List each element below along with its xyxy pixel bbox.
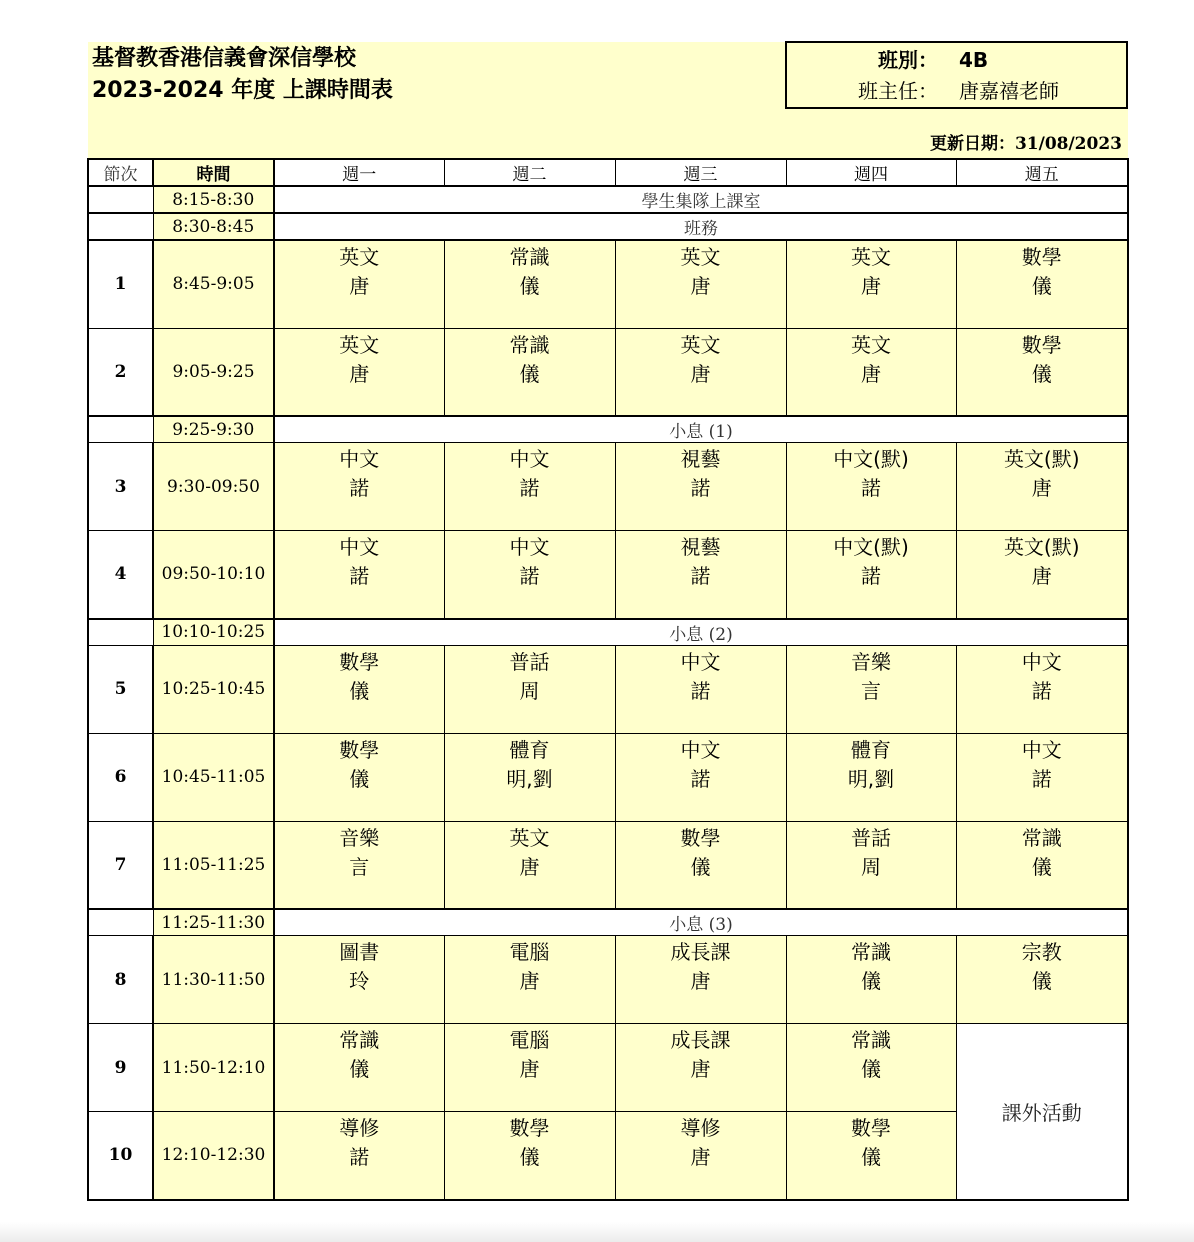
lesson-cell bbox=[615, 1112, 786, 1200]
subject-name: 中文 bbox=[339, 447, 380, 471]
period-number: 8 bbox=[88, 936, 153, 1024]
timetable-body bbox=[88, 186, 1128, 1200]
time-cell: 10:45-11:05 bbox=[153, 733, 274, 821]
teacher-name: 唐 bbox=[519, 1057, 540, 1081]
subject-name: 中文 bbox=[680, 649, 721, 674]
teacher-name: 明,劉 bbox=[847, 766, 895, 791]
lesson-cell bbox=[444, 645, 615, 733]
subject-name: 音樂 bbox=[339, 825, 380, 850]
time-cell: 9:25-9:30 bbox=[153, 416, 274, 443]
lesson-cell bbox=[274, 1112, 444, 1200]
subject-name: 中文 bbox=[1021, 649, 1062, 674]
teacher-name: 儀 bbox=[1031, 969, 1052, 993]
lesson-cell bbox=[615, 936, 786, 1024]
lesson-cell bbox=[444, 733, 615, 821]
subject-name: 數學 bbox=[1021, 245, 1062, 269]
time-cell: 8:15-8:30 bbox=[153, 186, 274, 213]
subject-name: 英文 bbox=[339, 245, 380, 269]
lesson-cell bbox=[786, 733, 956, 821]
teacher-name: 唐 bbox=[349, 274, 370, 298]
subject-name: 宗教 bbox=[1021, 940, 1062, 964]
subject-name: 中文(默) bbox=[833, 535, 909, 559]
time-cell: 12:10-12:30 bbox=[153, 1112, 274, 1200]
break-row bbox=[88, 213, 1128, 240]
update-value: 31/08/2023 bbox=[1014, 134, 1122, 154]
subject-name: 常識 bbox=[509, 245, 550, 269]
lesson-cell bbox=[956, 328, 1128, 416]
teacher-name: 儀 bbox=[690, 854, 711, 879]
header-day: 週三 bbox=[615, 159, 786, 186]
lesson-cell bbox=[615, 531, 786, 619]
break-label: 小息 (1) bbox=[274, 416, 1128, 443]
teacher-name: 儀 bbox=[519, 361, 540, 386]
lesson-row bbox=[88, 328, 1128, 416]
subject-name: 中文 bbox=[680, 737, 721, 762]
lesson-cell bbox=[274, 1024, 444, 1112]
teacher-name: 諾 bbox=[1031, 766, 1052, 791]
break-row bbox=[88, 909, 1128, 936]
header-day: 週五 bbox=[956, 159, 1128, 186]
time-cell: 10:25-10:45 bbox=[153, 645, 274, 733]
lesson-cell bbox=[274, 531, 444, 619]
period-number: 4 bbox=[88, 531, 153, 619]
subject-name: 數學 bbox=[339, 649, 380, 674]
subject-name: 中文 bbox=[339, 535, 380, 559]
lesson-cell bbox=[615, 733, 786, 821]
subject-name: 英文 bbox=[680, 245, 721, 269]
class-value: 4B bbox=[959, 48, 989, 72]
lesson-cell bbox=[786, 531, 956, 619]
subject-name: 常識 bbox=[1021, 825, 1062, 850]
header-day: 週四 bbox=[786, 159, 956, 186]
teacher-name: 儀 bbox=[519, 274, 540, 298]
period-cell-empty bbox=[88, 909, 153, 936]
teacher-name: 唐 bbox=[861, 274, 881, 298]
teacher-name: 唐 bbox=[519, 969, 540, 993]
header-day: 週一 bbox=[274, 159, 444, 186]
time-cell: 9:05-9:25 bbox=[153, 328, 274, 416]
subject-name: 英文 bbox=[680, 332, 721, 357]
subject-name: 英文 bbox=[339, 332, 380, 357]
lesson-cell bbox=[956, 733, 1128, 821]
subject-name: 英文(默) bbox=[1003, 447, 1080, 471]
header-row bbox=[88, 159, 1128, 186]
lesson-cell bbox=[444, 1024, 615, 1112]
period-number: 2 bbox=[88, 328, 153, 416]
subject-name: 導修 bbox=[339, 1116, 380, 1140]
time-cell: 8:30-8:45 bbox=[153, 213, 274, 240]
lesson-cell bbox=[786, 1024, 956, 1112]
subject-name: 普話 bbox=[509, 649, 550, 674]
lesson-cell bbox=[615, 821, 786, 909]
lesson-cell bbox=[786, 936, 956, 1024]
teacher-label: 班主任： bbox=[858, 79, 938, 103]
subject-name: 常識 bbox=[851, 1028, 891, 1052]
class-label: 班別： bbox=[878, 48, 938, 72]
break-label: 班務 bbox=[274, 213, 1128, 240]
teacher-name: 諾 bbox=[519, 564, 540, 588]
teacher-name: 諾 bbox=[690, 678, 711, 703]
teacher-name: 唐 bbox=[690, 1145, 711, 1169]
lesson-row bbox=[88, 1024, 1128, 1112]
teacher-name: 唐 bbox=[349, 361, 370, 386]
lesson-row bbox=[88, 531, 1128, 619]
subject-name: 常識 bbox=[851, 940, 891, 964]
teacher-name: 儀 bbox=[349, 766, 370, 791]
subject-name: 英文 bbox=[851, 245, 891, 269]
time-cell: 11:25-11:30 bbox=[153, 909, 274, 936]
lesson-cell bbox=[444, 936, 615, 1024]
subject-name: 電腦 bbox=[509, 1028, 550, 1052]
subject-name: 數學 bbox=[851, 1116, 891, 1140]
lesson-cell bbox=[615, 240, 786, 328]
time-cell: 9:30-09:50 bbox=[153, 443, 274, 531]
period-cell-empty bbox=[88, 619, 153, 646]
teacher-name: 儀 bbox=[519, 1145, 540, 1169]
teacher-name: 諾 bbox=[861, 476, 881, 500]
lesson-cell bbox=[274, 733, 444, 821]
teacher-name: 諾 bbox=[690, 564, 711, 588]
lesson-cell bbox=[444, 821, 615, 909]
period-number: 10 bbox=[88, 1112, 153, 1200]
subject-name: 體育 bbox=[509, 737, 550, 762]
subject-name: 成長課 bbox=[670, 1028, 731, 1052]
class-info-box bbox=[785, 41, 1128, 109]
break-label: 小息 (3) bbox=[274, 909, 1128, 936]
teacher-name: 唐 bbox=[690, 361, 711, 386]
subject-name: 視藝 bbox=[680, 447, 721, 471]
timetable bbox=[87, 158, 1129, 1201]
lesson-cell bbox=[274, 328, 444, 416]
lesson-cell bbox=[274, 240, 444, 328]
time-cell: 11:30-11:50 bbox=[153, 936, 274, 1024]
teacher-name: 儀 bbox=[1031, 854, 1052, 879]
period-number: 3 bbox=[88, 443, 153, 531]
teacher-name: 諾 bbox=[861, 564, 881, 588]
lesson-cell bbox=[615, 645, 786, 733]
lesson-cell bbox=[615, 1024, 786, 1112]
lesson-cell bbox=[786, 821, 956, 909]
teacher-name: 言 bbox=[349, 854, 370, 879]
lesson-cell bbox=[786, 328, 956, 416]
lesson-cell bbox=[956, 821, 1128, 909]
subject-name: 視藝 bbox=[680, 535, 721, 559]
break-label: 學生集隊上課室 bbox=[274, 186, 1128, 213]
teacher-name: 諾 bbox=[690, 766, 711, 791]
header-time: 時間 bbox=[153, 159, 274, 186]
time-cell: 11:05-11:25 bbox=[153, 821, 274, 909]
time-cell: 11:50-12:10 bbox=[153, 1024, 274, 1112]
lesson-cell bbox=[444, 531, 615, 619]
lesson-cell bbox=[615, 328, 786, 416]
subject-name: 英文 bbox=[509, 825, 550, 850]
subject-name: 數學 bbox=[509, 1116, 550, 1140]
lesson-cell bbox=[444, 240, 615, 328]
update-date bbox=[930, 133, 1122, 155]
teacher-name: 諾 bbox=[690, 476, 711, 500]
teacher-name: 唐 bbox=[1031, 476, 1052, 500]
lesson-row bbox=[88, 443, 1128, 531]
extracurricular-cell: 課外活動 bbox=[956, 1024, 1128, 1200]
lesson-row bbox=[88, 936, 1128, 1024]
lesson-row bbox=[88, 821, 1128, 909]
teacher-name: 儀 bbox=[1031, 274, 1052, 298]
lesson-cell bbox=[274, 936, 444, 1024]
period-cell-empty bbox=[88, 213, 153, 240]
subject-name: 中文(默) bbox=[833, 447, 909, 471]
lesson-cell bbox=[956, 240, 1128, 328]
subject-name: 電腦 bbox=[509, 940, 550, 964]
teacher-name: 明,劉 bbox=[506, 766, 553, 791]
subject-name: 成長課 bbox=[670, 940, 731, 964]
lesson-cell bbox=[444, 1112, 615, 1200]
subject-name: 體育 bbox=[851, 737, 891, 762]
teacher-name: 諾 bbox=[519, 476, 540, 500]
lesson-cell bbox=[274, 645, 444, 733]
subject-name: 數學 bbox=[1021, 332, 1062, 357]
break-row bbox=[88, 186, 1128, 213]
teacher-name: 言 bbox=[861, 678, 881, 703]
break-row bbox=[88, 416, 1128, 443]
teacher-name: 儀 bbox=[861, 1145, 881, 1169]
subject-name: 音樂 bbox=[851, 649, 891, 674]
lesson-cell bbox=[274, 443, 444, 531]
period-number: 1 bbox=[88, 240, 153, 328]
teacher-name: 玲 bbox=[349, 969, 370, 993]
lesson-row bbox=[88, 645, 1128, 733]
lesson-cell bbox=[786, 645, 956, 733]
time-cell: 09:50-10:10 bbox=[153, 531, 274, 619]
lesson-cell bbox=[786, 240, 956, 328]
teacher-name: 儀 bbox=[861, 1057, 881, 1081]
lesson-cell bbox=[956, 936, 1128, 1024]
break-label: 小息 (2) bbox=[274, 619, 1128, 646]
period-number: 9 bbox=[88, 1024, 153, 1112]
time-cell: 10:10-10:25 bbox=[153, 619, 274, 646]
time-cell: 8:45-9:05 bbox=[153, 240, 274, 328]
subject-name: 英文(默) bbox=[1003, 535, 1080, 559]
lesson-cell bbox=[444, 443, 615, 531]
school-name: 基督教香港信義會深信學校 bbox=[92, 46, 357, 71]
period-cell-empty bbox=[88, 416, 153, 443]
update-label: 更新日期： bbox=[929, 134, 1015, 154]
lesson-row bbox=[88, 733, 1128, 821]
teacher-name: 諾 bbox=[349, 476, 370, 500]
lesson-cell bbox=[615, 443, 786, 531]
teacher-name: 儀 bbox=[861, 969, 881, 993]
teacher-name: 儀 bbox=[349, 678, 370, 703]
teacher-name: 儀 bbox=[1031, 361, 1052, 386]
teacher-name: 唐 bbox=[690, 1057, 711, 1081]
period-number: 5 bbox=[88, 645, 153, 733]
lesson-cell bbox=[956, 531, 1128, 619]
teacher-name: 唐 bbox=[1031, 564, 1052, 588]
subject-name: 導修 bbox=[680, 1116, 721, 1140]
header-day: 週二 bbox=[444, 159, 615, 186]
subject-name: 中文 bbox=[509, 535, 550, 559]
teacher-name: 周 bbox=[519, 678, 540, 703]
subject-name: 英文 bbox=[851, 332, 891, 357]
header-period: 節次 bbox=[88, 159, 153, 186]
teacher-name: 周 bbox=[861, 854, 881, 879]
teacher-name: 唐 bbox=[861, 361, 881, 386]
period-number: 7 bbox=[88, 821, 153, 909]
subject-name: 普話 bbox=[851, 825, 891, 850]
teacher-value: 唐嘉禧老師 bbox=[959, 79, 1059, 103]
lesson-cell bbox=[786, 1112, 956, 1200]
teacher-name: 諾 bbox=[349, 564, 370, 588]
teacher-name: 唐 bbox=[519, 854, 540, 879]
lesson-cell bbox=[444, 328, 615, 416]
lesson-cell bbox=[786, 443, 956, 531]
subject-name: 數學 bbox=[339, 737, 380, 762]
subject-name: 中文 bbox=[1021, 737, 1062, 762]
period-cell-empty bbox=[88, 186, 153, 213]
page-bottom-shadow bbox=[0, 1222, 1194, 1242]
teacher-name: 諾 bbox=[1031, 678, 1052, 703]
timetable-title: 2023-2024 年度 上課時間表 bbox=[92, 78, 393, 103]
subject-name: 常識 bbox=[509, 332, 550, 357]
period-number: 6 bbox=[88, 733, 153, 821]
lesson-cell bbox=[956, 645, 1128, 733]
subject-name: 中文 bbox=[509, 447, 550, 471]
teacher-name: 唐 bbox=[690, 274, 711, 298]
teacher-name: 諾 bbox=[349, 1145, 370, 1169]
lesson-cell bbox=[956, 443, 1128, 531]
teacher-name: 唐 bbox=[690, 969, 711, 993]
lesson-row bbox=[88, 240, 1128, 328]
subject-name: 數學 bbox=[680, 825, 721, 850]
subject-name: 圖書 bbox=[339, 940, 380, 964]
teacher-name: 儀 bbox=[349, 1057, 370, 1081]
lesson-cell bbox=[274, 821, 444, 909]
break-row bbox=[88, 619, 1128, 646]
subject-name: 常識 bbox=[339, 1028, 380, 1052]
